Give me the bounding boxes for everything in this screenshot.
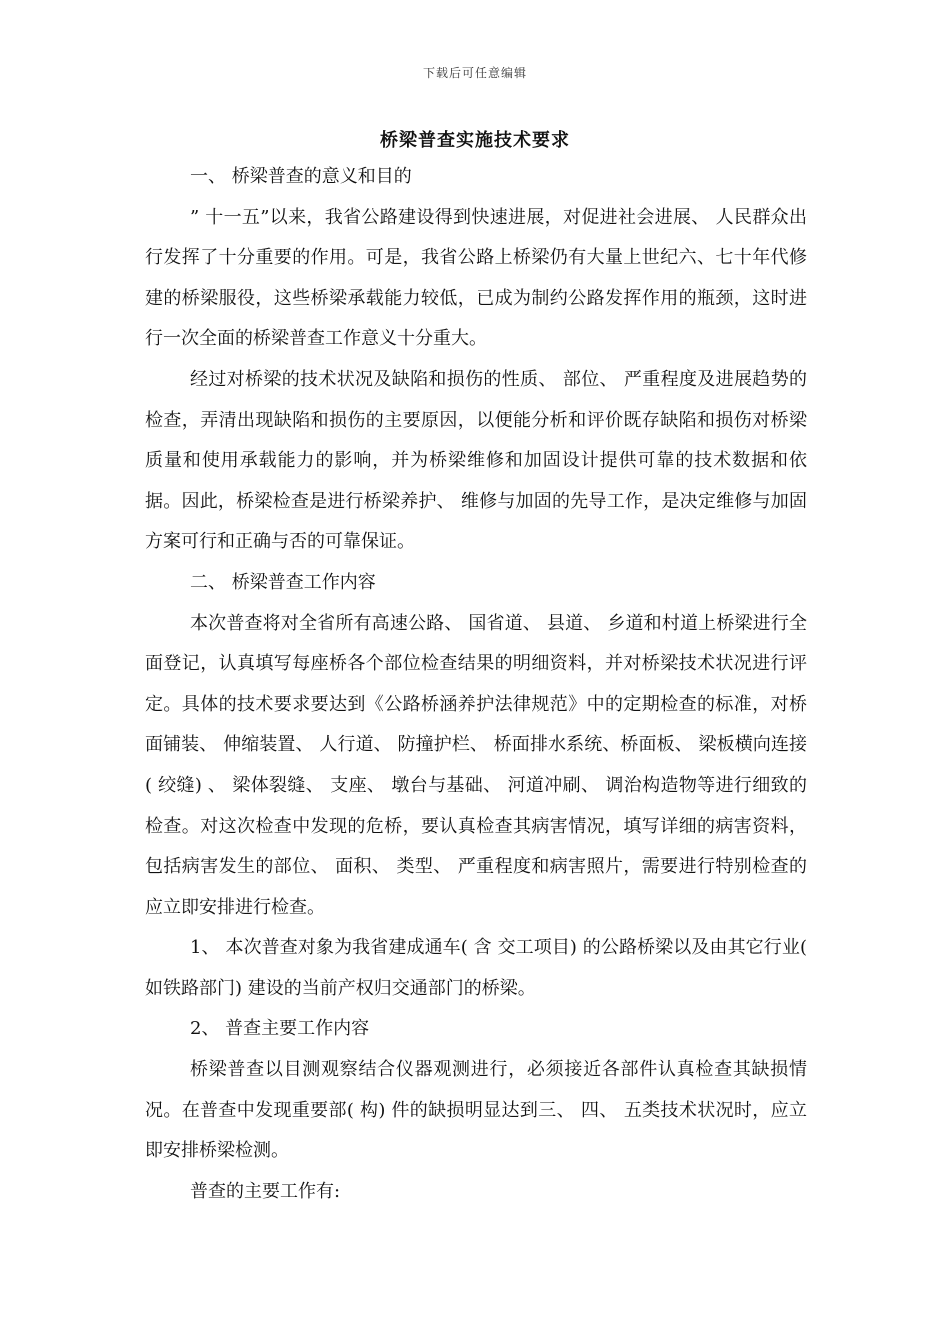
section-heading-1: 一、 桥梁普查的意义和目的 [190, 166, 412, 187]
document-body [145, 157, 807, 1212]
list-item: 2、 普查主要工作内容 [190, 1018, 370, 1040]
list-item: 1、 本次普查对象为我省建成通车( 含 交工项目) 的公路桥梁以及由其它行业( 如铁路部门) 建设的当前产权归交通部门的桥梁。 [145, 937, 807, 999]
paragraph: 桥梁普查以目测观察结合仪器观测进行，必须接近各部件认真检查其缺损情况。在普查中发现重要部( 构) 件的缺损明显达到三、 四、 五类技术状况时，应立即安排桥梁检测。 [145, 1059, 807, 1162]
paragraph: ” 十一五”以来，我省公路建设得到快速进展，对促进社会进展、 人民群众出行发挥了十分重要的作用。可是，我省公路上桥梁仍有大量上世纪六、七十年代修建的桥梁服役，这些桥梁承载能力较低，已成为制约公路发挥作用的瓶颈，这时进行一次全面的桥梁普查工作意义十分重大。 [145, 206, 807, 350]
paragraph: 本次普查将对全省所有高速公路、 国省道、 县道、 乡道和村道上桥梁进行全面登记，认真填写每座桥各个部位检查结果的明细资料，并对桥梁技术状况进行评定。具体的技术要求要达到《公路桥涵养护法律规范》中的定期检查的标准，对桥面铺装、 伸缩装置、 人行道、 防撞护栏、 桥面排水系统、桥面板、 梁板横向连接( 绞缝) 、 梁体裂缝、 支座、 墩台与基础、 河道冲刷、 调治构造物等进行细致的检查。对这次检查中发现的危桥，要认真检查其病害情况，填写详细的病害资料，包括病害发生的部位、 面积、 类型、 严重程度和病害照片，需要进行特别检查的应立即安排进行检查。 [145, 612, 807, 918]
section-heading-2: 二、 桥梁普查工作内容 [190, 571, 376, 593]
header-note: 下载后可任意编辑 [422, 66, 527, 80]
page-title: 桥梁普查实施技术要求 [380, 130, 570, 151]
paragraph: 经过对桥梁的技术状况及缺陷和损伤的性质、 部位、 严重程度及进展趋势的检查，弄清出现缺陷和损伤的主要原因，以便能分析和评价既存缺陷和损伤对桥梁质量和使用承载能力的影响，并为桥梁维修和加固设计提供可靠的技术数据和依据。因此，桥梁检查是进行桥梁养护、 维修与加固的先导工作，是决定维修与加固方案可行和正确与否的可靠保证。 [145, 368, 807, 553]
paragraph: 普查的主要工作有: [190, 1180, 341, 1202]
